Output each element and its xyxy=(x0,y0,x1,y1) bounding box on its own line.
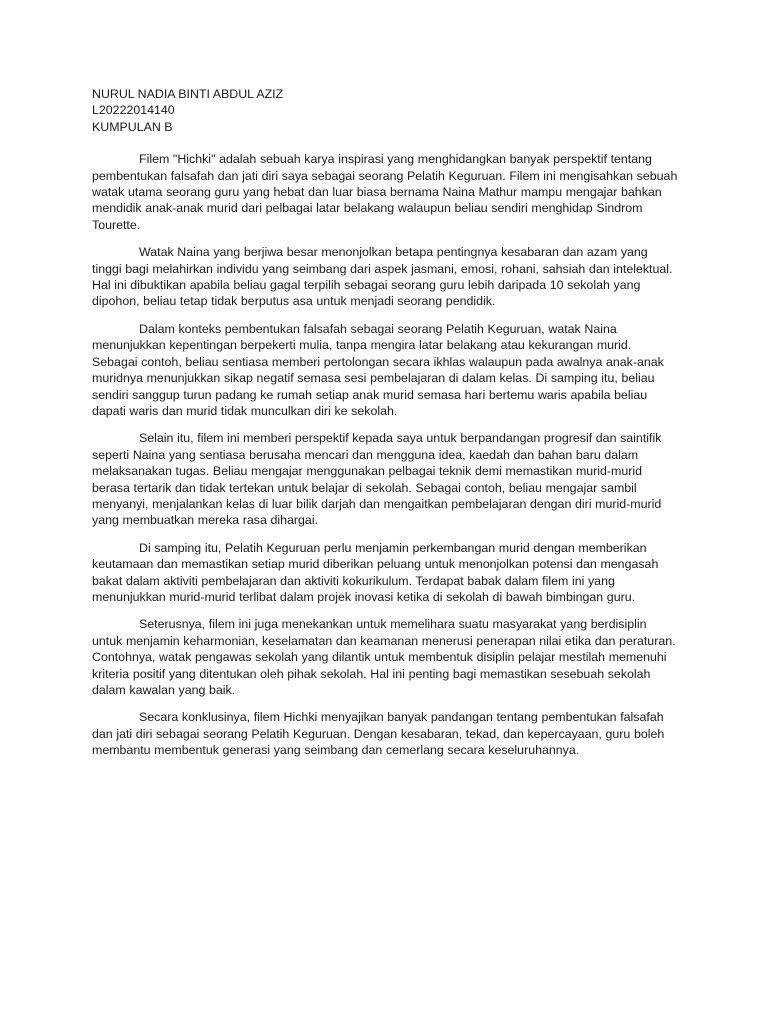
paragraph-discipline: Seterusnya, filem ini juga menekankan untuk memelihara suatu masyarakat yang berdisiplin untuk menjamin keharmonian, keselamatan dan keamanan menerusi penerapan nilai etika dan peraturan. Contohnya, watak pengawas sekolah yang dilantik untuk membentuk disiplin pelajar mestilah memenuhi kriteria positif yang ditentukan oleh pihak sekolah. Hal ini penting bagi memastikan sesebuah sekolah dalam kawalan yang baik. xyxy=(92,617,676,697)
paragraph-intro: Filem "Hichki" adalah sebuah karya inspirasi yang menghidangkan banyak perspektif tentang pembentukan falsafah dan jati diri saya sebagai seorang Pelatih Keguruan. Filem ini mengisahkan sebuah watak utama seorang guru yang hebat dan luar biasa bernama Naina Mathur mampu mengajar bahkan mendidik anak-anak murid dari pelbagai latar belakang walaupun beliau sendiri menghidap Sindrom Tourette. xyxy=(92,152,678,232)
paragraph-conclusion: Secara konklusinya, filem Hichki menyajikan banyak pandangan tentang pembentukan falsafah dan jati diri sebagai seorang Pelatih Keguruan. Dengan kesabaran, tekad, dan kepercayaan, guru boleh membantu membentuk generasi yang seimbang dan cemerlang secara keseluruhannya. xyxy=(92,710,665,758)
paragraph-naina-character: Watak Naina yang berjiwa besar menonjolkan betapa pentingnya kesabaran dan azam yang tinggi bagi melahirkan individu yang seimbang dari aspek jasmani, emosi, rohani, sahsiah dan intelektual. Hal ini dibuktikan apabila beliau gagal terpilih sebagai seorang guru lebih daripada 10 sekolah yang dipohon, beliau tetap tidak berputus asa untuk menjadi seorang pendidik. xyxy=(92,245,673,309)
author-name: NURUL NADIA BINTI ABDUL AZIZ xyxy=(92,87,284,101)
student-id: L20222014140 xyxy=(92,103,175,118)
group-label: KUMPULAN B xyxy=(92,119,173,134)
author-header xyxy=(92,86,680,135)
document-page xyxy=(92,86,680,770)
paragraph-context: Dalam konteks pembentukan falsafah sebagai seorang Pelatih Keguruan, watak Naina menunjukkan kepentingan berpekerti mulia, tanpa mengira latar belakang atau kekurangan murid. Sebagai contoh, beliau sentiasa memberi pertolongan secara ikhlas walaupun pada awalnya anak-anak muridnya menunjukkan sikap negatif semasa sesi pembelajaran di dalam kelas. Di samping itu, beliau sendiri sanggup turun padang ke rumah setiap anak murid semasa hari bertemu waris apabila beliau dapati waris dan murid tidak munculkan diri ke sekolah. xyxy=(92,321,664,418)
paragraph-development: Di samping itu, Pelatih Keguruan perlu menjamin perkembangan murid dengan memberikan keutamaan dan memastikan setiap murid diberikan peluang untuk menonjolkan potensi dan mengasah bakat dalam aktiviti pembelajaran dan aktiviti kokurikulum. Terdapat babak dalam filem ini yang menunjukkan murid-murid terlibat dalam projek inovasi ketika di sekolah di bawah bimbingan guru. xyxy=(92,540,659,604)
paragraph-progressive: Selain itu, filem ini memberi perspektif kepada saya untuk berpandangan progresif dan saintifik seperti Naina yang sentiasa berusaha mencari dan mengguna idea, kaedah dan bahan baru dalam melaksanakan tugas. Beliau mengajar menggunakan pelbagai teknik demi memastikan murid-murid berasa tertarik dan tidak tertekan untuk belajar di sekolah. Sebagai contoh, beliau mengajar sambil menyanyi, menjalankan kelas di luar bilik darjah dan mengaitkan pembelajaran dengan diri murid-murid yang membuatkan mereka rasa dihargai. xyxy=(92,431,662,528)
